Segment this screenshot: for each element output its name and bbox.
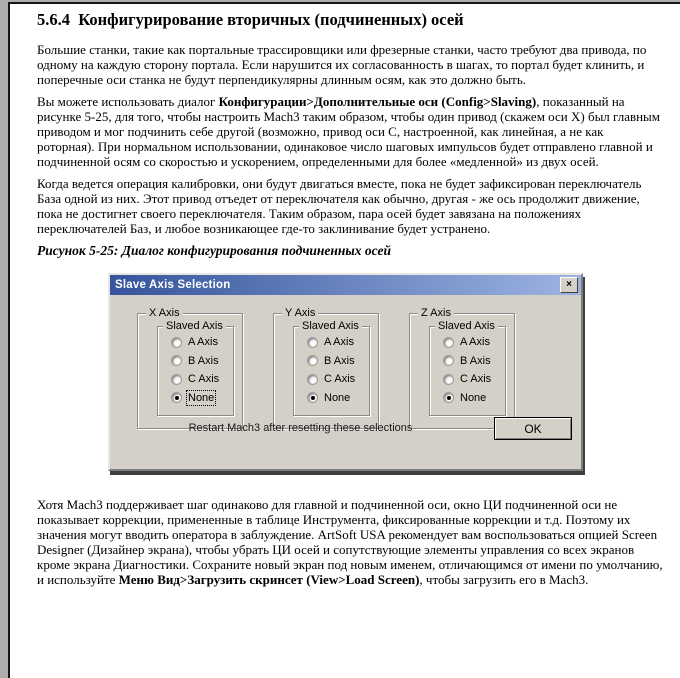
- radio-selected-icon[interactable]: [307, 392, 318, 403]
- radio-label: None: [460, 391, 487, 404]
- radio-y-b-axis[interactable]: [307, 355, 369, 367]
- group-label: X Axis: [146, 307, 183, 319]
- section-title: 5.6.4 Конфигурирование вторичных (подчиненных) осей: [37, 10, 464, 29]
- dialog-titlebar[interactable]: [110, 275, 581, 295]
- radio-y-c-axis[interactable]: [307, 373, 369, 385]
- paragraph-text: , показанный на рисунке 5-25, для того, чтобы настроить Mach3 таким образом, чтобы один привод (скажем оси X) был главным приводом и мог подчинить себе другой (возможно, привод оси C, настроенной, как линейная, а не как роторная). При нормальном использовании, одинаковое число шаговых импульсов будет отправлено главной и подчиненной осям со скоростью и ускорением, определенными для более «медленной» из двух осей.: [37, 94, 661, 169]
- group-label: Slaved Axis: [435, 320, 498, 332]
- paragraph-homing: Когда ведется операция калибровки, они будут двигаться вместе, пока не будет зафиксирован переключатель База одной из них. Этот привод отъедет от переключателя как обычно, другая - же ось продолжит движение, пока не достигнет своего переключателя. Таким образом, пара осей будет завязана на положениях переключателей Баз, и любое возникающее где-то заклинивание будет устранено.: [37, 176, 642, 236]
- radio-x-a-axis[interactable]: [171, 336, 233, 348]
- radio-icon[interactable]: [443, 374, 454, 385]
- radio-icon[interactable]: [171, 337, 182, 348]
- radio-label: C Axis: [188, 373, 220, 385]
- radio-x-none[interactable]: [171, 392, 233, 404]
- figure-caption: Рисунок 5-25: Диалог конфигурирования подчиненных осей: [37, 243, 391, 258]
- radio-label: B Axis: [324, 354, 355, 367]
- z-axis-group: [409, 307, 515, 429]
- paragraph-config-slaving: [37, 94, 664, 169]
- radio-label: C Axis: [324, 373, 356, 385]
- group-label: Z Axis: [418, 307, 454, 319]
- radio-selected-icon[interactable]: [443, 392, 454, 403]
- radio-label: A Axis: [324, 336, 354, 348]
- slave-axis-dialog: [108, 273, 583, 471]
- group-label: Y Axis: [282, 307, 318, 319]
- radio-label: B Axis: [188, 354, 219, 367]
- close-button[interactable]: [560, 277, 578, 293]
- radio-y-a-axis[interactable]: [307, 336, 369, 348]
- radio-label: None: [324, 391, 351, 404]
- radio-icon[interactable]: [307, 374, 318, 385]
- ok-button[interactable]: OK: [494, 417, 572, 440]
- restart-note: Restart Mach3 after resetting these selections: [188, 422, 413, 434]
- paragraph-text: , чтобы загрузить его в Mach3.: [419, 572, 589, 587]
- document-page: [8, 2, 680, 678]
- y-slaved-axis-group: [293, 320, 370, 416]
- radio-z-none[interactable]: [443, 392, 505, 404]
- radio-label: None: [188, 391, 215, 404]
- group-label: Slaved Axis: [299, 320, 362, 332]
- menu-path-config-slaving: Конфигурации>Дополнительные оси (Config>Slaving): [218, 94, 537, 109]
- radio-icon[interactable]: [443, 337, 454, 348]
- radio-icon[interactable]: [307, 337, 318, 348]
- z-slaved-axis-group: [429, 320, 506, 416]
- axis-groups-row: [137, 307, 515, 429]
- dialog-title: Slave Axis Selection: [115, 279, 231, 291]
- radio-label: C Axis: [460, 373, 492, 385]
- radio-z-c-axis[interactable]: [443, 373, 505, 385]
- dialog-body: [110, 295, 581, 469]
- radio-icon[interactable]: [443, 355, 454, 366]
- radio-x-c-axis[interactable]: [171, 373, 233, 385]
- radio-z-b-axis[interactable]: [443, 355, 505, 367]
- radio-label: A Axis: [188, 336, 218, 348]
- radio-label: B Axis: [460, 354, 491, 367]
- radio-label: A Axis: [460, 336, 490, 348]
- menu-path-load-screen: Меню Вид>Загрузить скринсет (View>Load Screen): [118, 572, 420, 587]
- x-slaved-axis-group: [157, 320, 234, 416]
- radio-x-b-axis[interactable]: [171, 355, 233, 367]
- y-axis-group: [273, 307, 379, 429]
- radio-icon[interactable]: [171, 374, 182, 385]
- group-label: Slaved Axis: [163, 320, 226, 332]
- paragraph-dro-note: [37, 497, 664, 587]
- paragraph-gantry: Большие станки, такие как портальные трассировщики или фрезерные станки, часто требуют два привода, по одному на каждую сторону портала. Если нарушится их согласованность в шагах, то портал будет клинить, и поперечные оси станка не будут перпендикулярны длинным осям, как это должно быть.: [37, 42, 647, 87]
- close-icon: ×: [566, 279, 572, 290]
- paragraph-text: Вы можете использовать диалог: [37, 94, 219, 109]
- radio-y-none[interactable]: [307, 392, 369, 404]
- radio-z-a-axis[interactable]: [443, 336, 505, 348]
- paragraph-text: Хотя Mach3 поддерживает шаг одинаково для главной и подчиненной оси, окно ЦИ подчиненной оси не показывает коррекции, примененные в таблице Инструмента, фиксированные коррекции и т.д. Поэтому их значения могут вводить оператора в заблуждение. ArtSoft USA рекомендует вам воспользоваться опцией Screen Designer (Дизайнер экрана), чтобы убрать ЦИ осей и сопутствующие элементы управления со всех экранов кроме экрана Диагностики. Сохраните новый экран под новым именем, отличающимся от имени по умолчанию, и используйте: [37, 497, 663, 587]
- radio-icon[interactable]: [307, 355, 318, 366]
- radio-selected-icon[interactable]: [171, 392, 182, 403]
- x-axis-group: [137, 307, 243, 429]
- radio-icon[interactable]: [171, 355, 182, 366]
